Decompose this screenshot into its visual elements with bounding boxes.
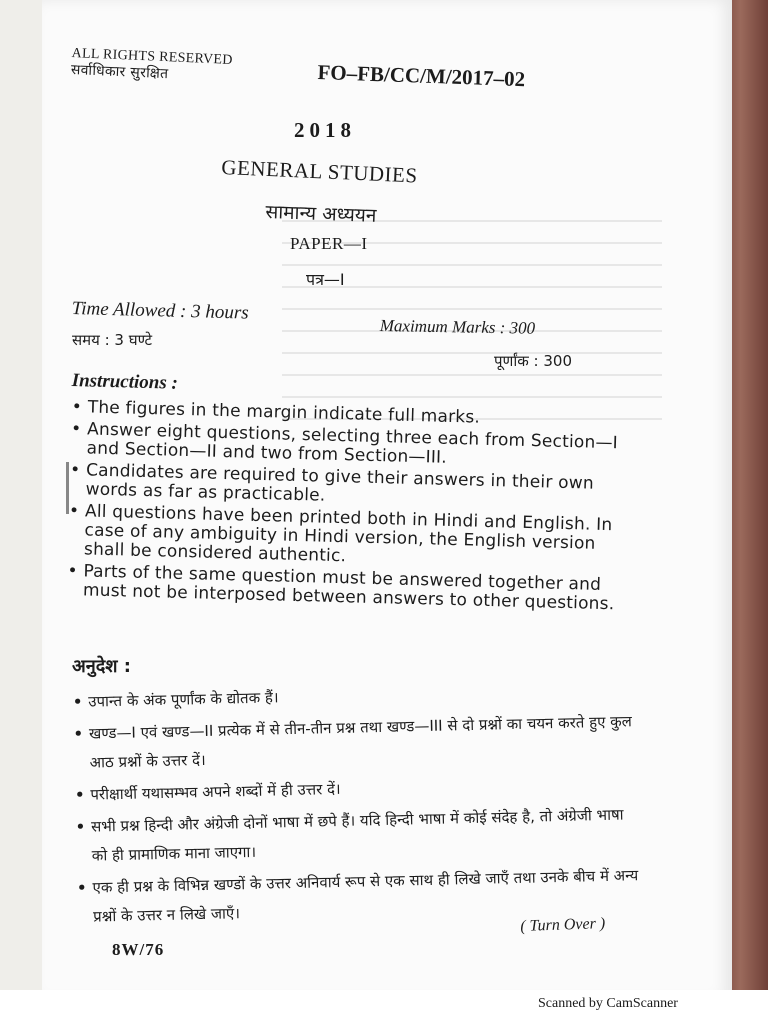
instruction-item: • The figures in the margin indicate full marks. [72, 398, 632, 432]
subject-title-hi: सामान्य अध्ययन [265, 200, 377, 227]
rights-hi: सर्वाधिकार सुरक्षित [70, 61, 169, 83]
paper-code: FO–FB/CC/M/2017–02 [317, 60, 526, 92]
instructions-list-hi [72, 675, 642, 935]
rights-en: ALL RIGHTS RESERVED [71, 46, 234, 69]
max-marks-en: Maximum Marks : 300 [379, 316, 536, 338]
subject-title-en: GENERAL STUDIES [220, 155, 419, 188]
paper-number-hi: पत्र—I [306, 270, 345, 289]
time-allowed-en: Time Allowed : 3 hours [71, 298, 249, 324]
instructions-list-en [67, 398, 632, 618]
instructions-heading-en: Instructions : [71, 370, 179, 394]
instruction-item: • All questions have been printed both in Hindi and English. In case of any ambiguity in Hindi version, the English version shall be considered authentic. [68, 502, 629, 574]
instruction-item-hi: • खण्ड—I एवं खण्ड—II प्रत्येक में से तीन-तीन प्रश्न तथा खण्ड—III से दो प्रश्नों का चयन करते हुए कुल आठ प्रश्नों के उत्तर दें। [73, 707, 639, 778]
instruction-item: • Answer eight questions, selecting three each from Section—I and Section—II and two from Section—III. [70, 420, 631, 473]
instruction-item-hi: • एक ही प्रश्न के विभिन्न खण्डों के उत्तर अनिवार्य रूप से एक साथ ही लिखे जाएँ तथा उनके बीच में अन्य प्रश्नों के उत्तर न लिखे जाएँ। [76, 861, 642, 932]
turn-over-note: ( Turn Over ) [520, 915, 606, 935]
booklet-code: 8W/76 [112, 940, 165, 959]
paper-number-en: PAPER—I [290, 234, 368, 253]
instruction-item: • Candidates are required to give their answers in their own words as far as practicable. [69, 461, 630, 514]
instruction-item: • Parts of the same question must be answered together and must not be interposed between answers to other questions. [67, 562, 628, 615]
scanner-watermark: Scanned by CamScanner [538, 996, 678, 1011]
instruction-item-hi: • उपान्त के अंक पूर्णांक के द्योतक हैं। [72, 675, 638, 717]
show-through-text [282, 200, 662, 420]
instruction-item-hi: • सभी प्रश्न हिन्दी और अंग्रेजी दोनों भाषा में छपे हैं। यदि हिन्दी भाषा में कोई संदेह है, तो अंग्रेजी भाषा को ही प्रामाणिक माना जाएगा। [75, 800, 641, 871]
time-allowed-hi: समय : 3 घण्टे [72, 331, 153, 349]
instruction-item-hi: • परीक्षार्थी यथासम्भव अपने शब्दों में ही उत्तर दें। [74, 768, 640, 810]
background-left [0, 0, 48, 1024]
max-marks-hi: पूर्णांक : 300 [494, 352, 572, 370]
exam-year: 2018 [294, 118, 356, 142]
instructions-heading-hi: अनुदेश : [72, 656, 132, 677]
